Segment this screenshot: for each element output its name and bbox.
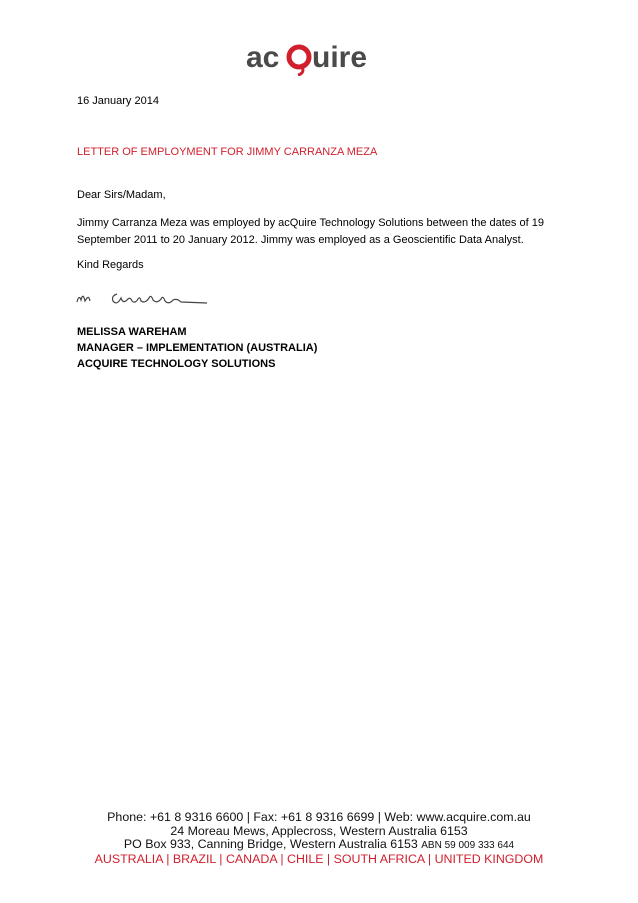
- signatory-company: ACQUIRE TECHNOLOGY SOLUTIONS: [77, 358, 276, 370]
- letter-body-line: Jimmy Carranza Meza was employed by acQuire Technology Solutions between the dates of 19: [77, 217, 544, 229]
- letter-date: 16 January 2014: [77, 95, 159, 107]
- letter-subject: LETTER OF EMPLOYMENT FOR JIMMY CARRANZA MEZA: [77, 146, 378, 158]
- svg-text:ac: ac: [246, 41, 280, 74]
- footer-contact: Phone: +61 8 9316 6600 | Fax: +61 8 9316 6699 | Web: www.acquire.com.au: [107, 810, 531, 824]
- handwritten-signature: [75, 286, 210, 308]
- letter-body-line: September 2011 to 20 January 2012. Jimmy was employed as a Geoscientific Data Analyst.: [77, 234, 524, 246]
- letter-footer: [0, 811, 638, 866]
- letter-greeting: Dear Sirs/Madam,: [77, 189, 166, 201]
- footer-address-postal: [0, 838, 638, 853]
- footer-abn: ABN 59 009 333 644: [421, 840, 515, 851]
- letter-body: [77, 215, 547, 249]
- letter-closing: Kind Regards: [77, 259, 144, 271]
- footer-address-street: 24 Moreau Mews, Applecross, Western Australia 6153: [170, 823, 468, 838]
- company-logo: [246, 40, 392, 76]
- signature-block: [77, 324, 317, 372]
- signatory-title: MANAGER – IMPLEMENTATION (AUSTRALIA): [77, 342, 318, 354]
- footer-po-box: PO Box 933, Canning Bridge, Western Australia 6153: [123, 837, 418, 851]
- signatory-name: MELISSA WAREHAM: [77, 326, 187, 338]
- svg-text:uire: uire: [312, 41, 368, 74]
- footer-countries: AUSTRALIA | BRAZIL | CANADA | CHILE | SOUTH AFRICA | UNITED KINGDOM: [94, 851, 544, 866]
